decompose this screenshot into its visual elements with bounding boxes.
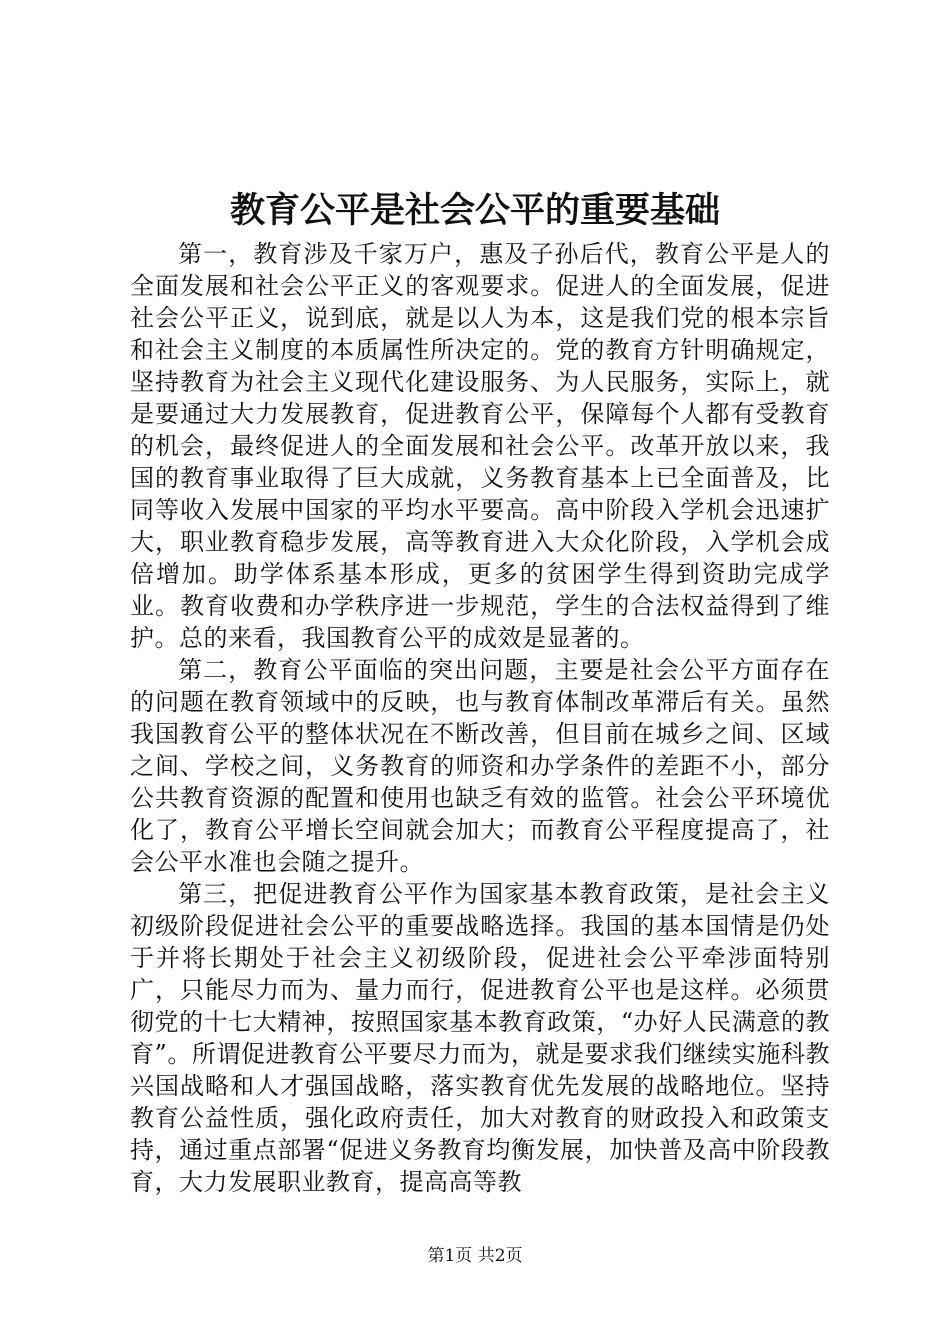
document-body bbox=[130, 238, 830, 1198]
paragraph-2: 第二，教育公平面临的突出问题，主要是社会公平方面存在的问题在教育领域中的反映，也与教育体制改革滞后有关。虽然我国教育公平的整体状况在不断改善，但目前在城乡之间、区域之间、学校之间，义务教育的师资和办学条件的差距不小，部分公共教育资源的配置和使用也缺乏有效的监管。社会公平环境优化了，教育公平增长空间就会加大；而教育公平程度提高了，社会公平水准也会随之提升。 bbox=[130, 656, 830, 876]
page-number-footer: 第1页 共2页 bbox=[427, 1246, 523, 1266]
document-title: 教育公平是社会公平的重要基础 bbox=[229, 190, 720, 231]
paragraph-1: 第一，教育涉及千家万户，惠及子孙后代，教育公平是人的全面发展和社会公平正义的客观要求。促进人的全面发展，促进社会公平正义，说到底，就是以人为本，这是我们党的根本宗旨和社会主义制度的本质属性所决定的。党的教育方针明确规定，坚持教育为社会主义现代化建设服务、为人民服务，实际上，就是要通过大力发展教育，促进教育公平，保障每个人都有受教育的机会，最终促进人的全面发展和社会公平。改革开放以来，我国的教育事业取得了巨大成就，义务教育基本上已全面普及，比同等收入发展中国家的平均水平要高。高中阶段入学机会迅速扩大，职业教育稳步发展，高等教育进入大众化阶段，入学机会成倍增加。助学体系基本形成，更多的贫困学生得到资助完成学业。教育收费和办学秩序进一步规范，学生的合法权益得到了维护。总的来看，我国教育公平的成效是显著的。 bbox=[130, 240, 830, 652]
paragraph-3: 第三，把促进教育公平作为国家基本教育政策，是社会主义初级阶段促进社会公平的重要战略选择。我国的基本国情是仍处于并将长期处于社会主义初级阶段，促进社会公平牵涉面特别广，只能尽力而为、量力而行，促进教育公平也是这样。必须贯彻党的十七大精神，按照国家基本教育政策，“办好人民满意的教育”。所谓促进教育公平要尽力而为，就是要求我们继续实施科教兴国战略和人才强国战略，落实教育优先发展的战略地位。坚持教育公益性质，强化政府责任，加大对教育的财政投入和政策支持，通过重点部署“促进义务教育均衡发展，加快普及高中阶段教育，大力发展职业教育，提高高等教 bbox=[130, 880, 830, 1196]
